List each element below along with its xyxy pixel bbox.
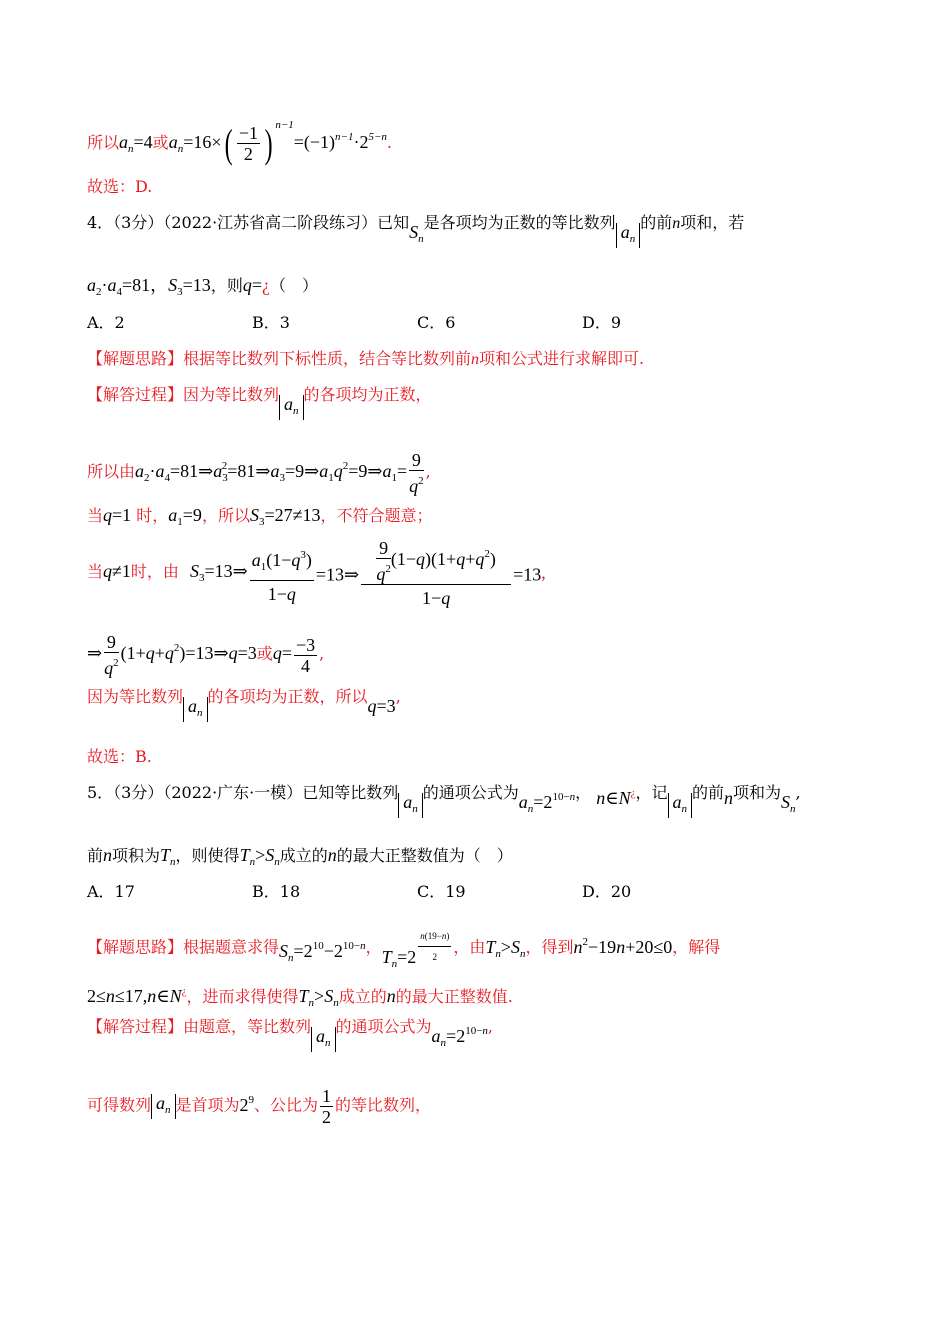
q5-solution-idea-2: 2≤n≤17,n∈N¿，进而求得使得$T_n>S_n$成立的n的最大正整数值. — [87, 985, 513, 1009]
q5-solution-idea: 【解题思路】根据题意求得$S_n=2^{10}-2^{10-n}$，$T_n=2$ $^{\frac{n(19-n)}{2}}$ ，由$T_n>S_n$，得到$n^2-19n+20\le 0$，解得 — [87, 926, 720, 975]
q5-solution-process: 【解答过程】由题意，等比数列 $a_n$的通项公式为$a_n=2^{10-n}$, — [87, 1016, 493, 1054]
option-c[interactable]: C．6 — [417, 313, 456, 332]
q4-solution-step-1: 所以由$a_2\cdot a_4=81\Rightarrow a_3^2=81\Rightarrow a_3=9\Rightarrow a_1q^2=9\Rightarrow a_1=$ $\frac{9}{q^2}$ , — [87, 450, 431, 496]
q4-solution-step-5: 因为等比数列 $a_n$的各项均为正数，所以q=3, — [87, 686, 401, 722]
q4-solution-step-3-formula: $S_3=13\Rightarrow$ $\frac{a_1(1-q^3)}{1-q}$ =13⇒ $\frac{9}{q^2}$ $(1-q)(1+q+q^2)$ 1−q =13, — [190, 538, 546, 608]
q5-solution-step-1: 可得数列 $a_n$ 是首项为$2^9$、公比为 $\frac{1}{2}$ 的等比数列， — [87, 1086, 432, 1127]
solution-line-an: 所以$a_n=4$或$a_n=16\times$( $\frac{-1}{2}$ ) $^{n-1}=(-1)^{n-1}\cdot 2^{5-n}$. — [87, 119, 393, 166]
q4-solution-step-4: ⇒ $\frac{9}{q^2}$ $(1+q+q^2)=13\Rightarrow q=3$或q= $\frac{-3}{4}$ , — [87, 632, 325, 678]
q4-solution-step-2: 当q=1 时，$a_1=9$，所以$S_3=27\ne 13$，不符合题意； — [87, 505, 433, 528]
question-4-stem: 4．（3分）（2022·江苏省高二阶段练习）已知$S_n$是各项均为正数的等比数列 $a_n$的前n项和，若 — [87, 212, 744, 250]
question-5-stem-2: 前n项积为$T_n$，则使得$T_n>S_n$成立的n的最大正整数值为（ ） — [87, 845, 513, 868]
option-c[interactable]: C．19 — [417, 882, 466, 901]
option-a[interactable]: A．2 — [87, 313, 125, 332]
q4-solution-idea: 【解题思路】根据等比数列下标性质，结合等比数列前n项和公式进行求解即可. — [87, 349, 645, 368]
option-d[interactable]: D．20 — [582, 882, 632, 901]
option-b[interactable]: B．3 — [252, 313, 290, 332]
q4-solution-process: 【解答过程】因为等比数列 $a_n$的各项均为正数， — [87, 384, 432, 420]
question-4-condition: $a_2\cdot a_4=81$，$S_3=13$，则q=¿（ ） — [87, 275, 318, 298]
option-b[interactable]: B．18 — [252, 882, 301, 901]
question-5-stem: 5．（3分）（2022·广东·一模）已知等比数列 $a_n$的通项公式为$a_n=2^{10-n}$， n∈N¿，记 $a_n$的前n项和为$S_n$, — [87, 782, 801, 820]
option-a[interactable]: A．17 — [87, 882, 135, 901]
answer-line-b: 故选：B. — [87, 747, 152, 766]
question-5-options — [87, 881, 747, 903]
answer-line-d: 故选：D. — [87, 177, 153, 196]
option-d[interactable]: D．9 — [582, 313, 622, 332]
question-4-options — [87, 312, 747, 334]
q4-solution-step-3: 当q≠1时，由 — [87, 561, 179, 581]
